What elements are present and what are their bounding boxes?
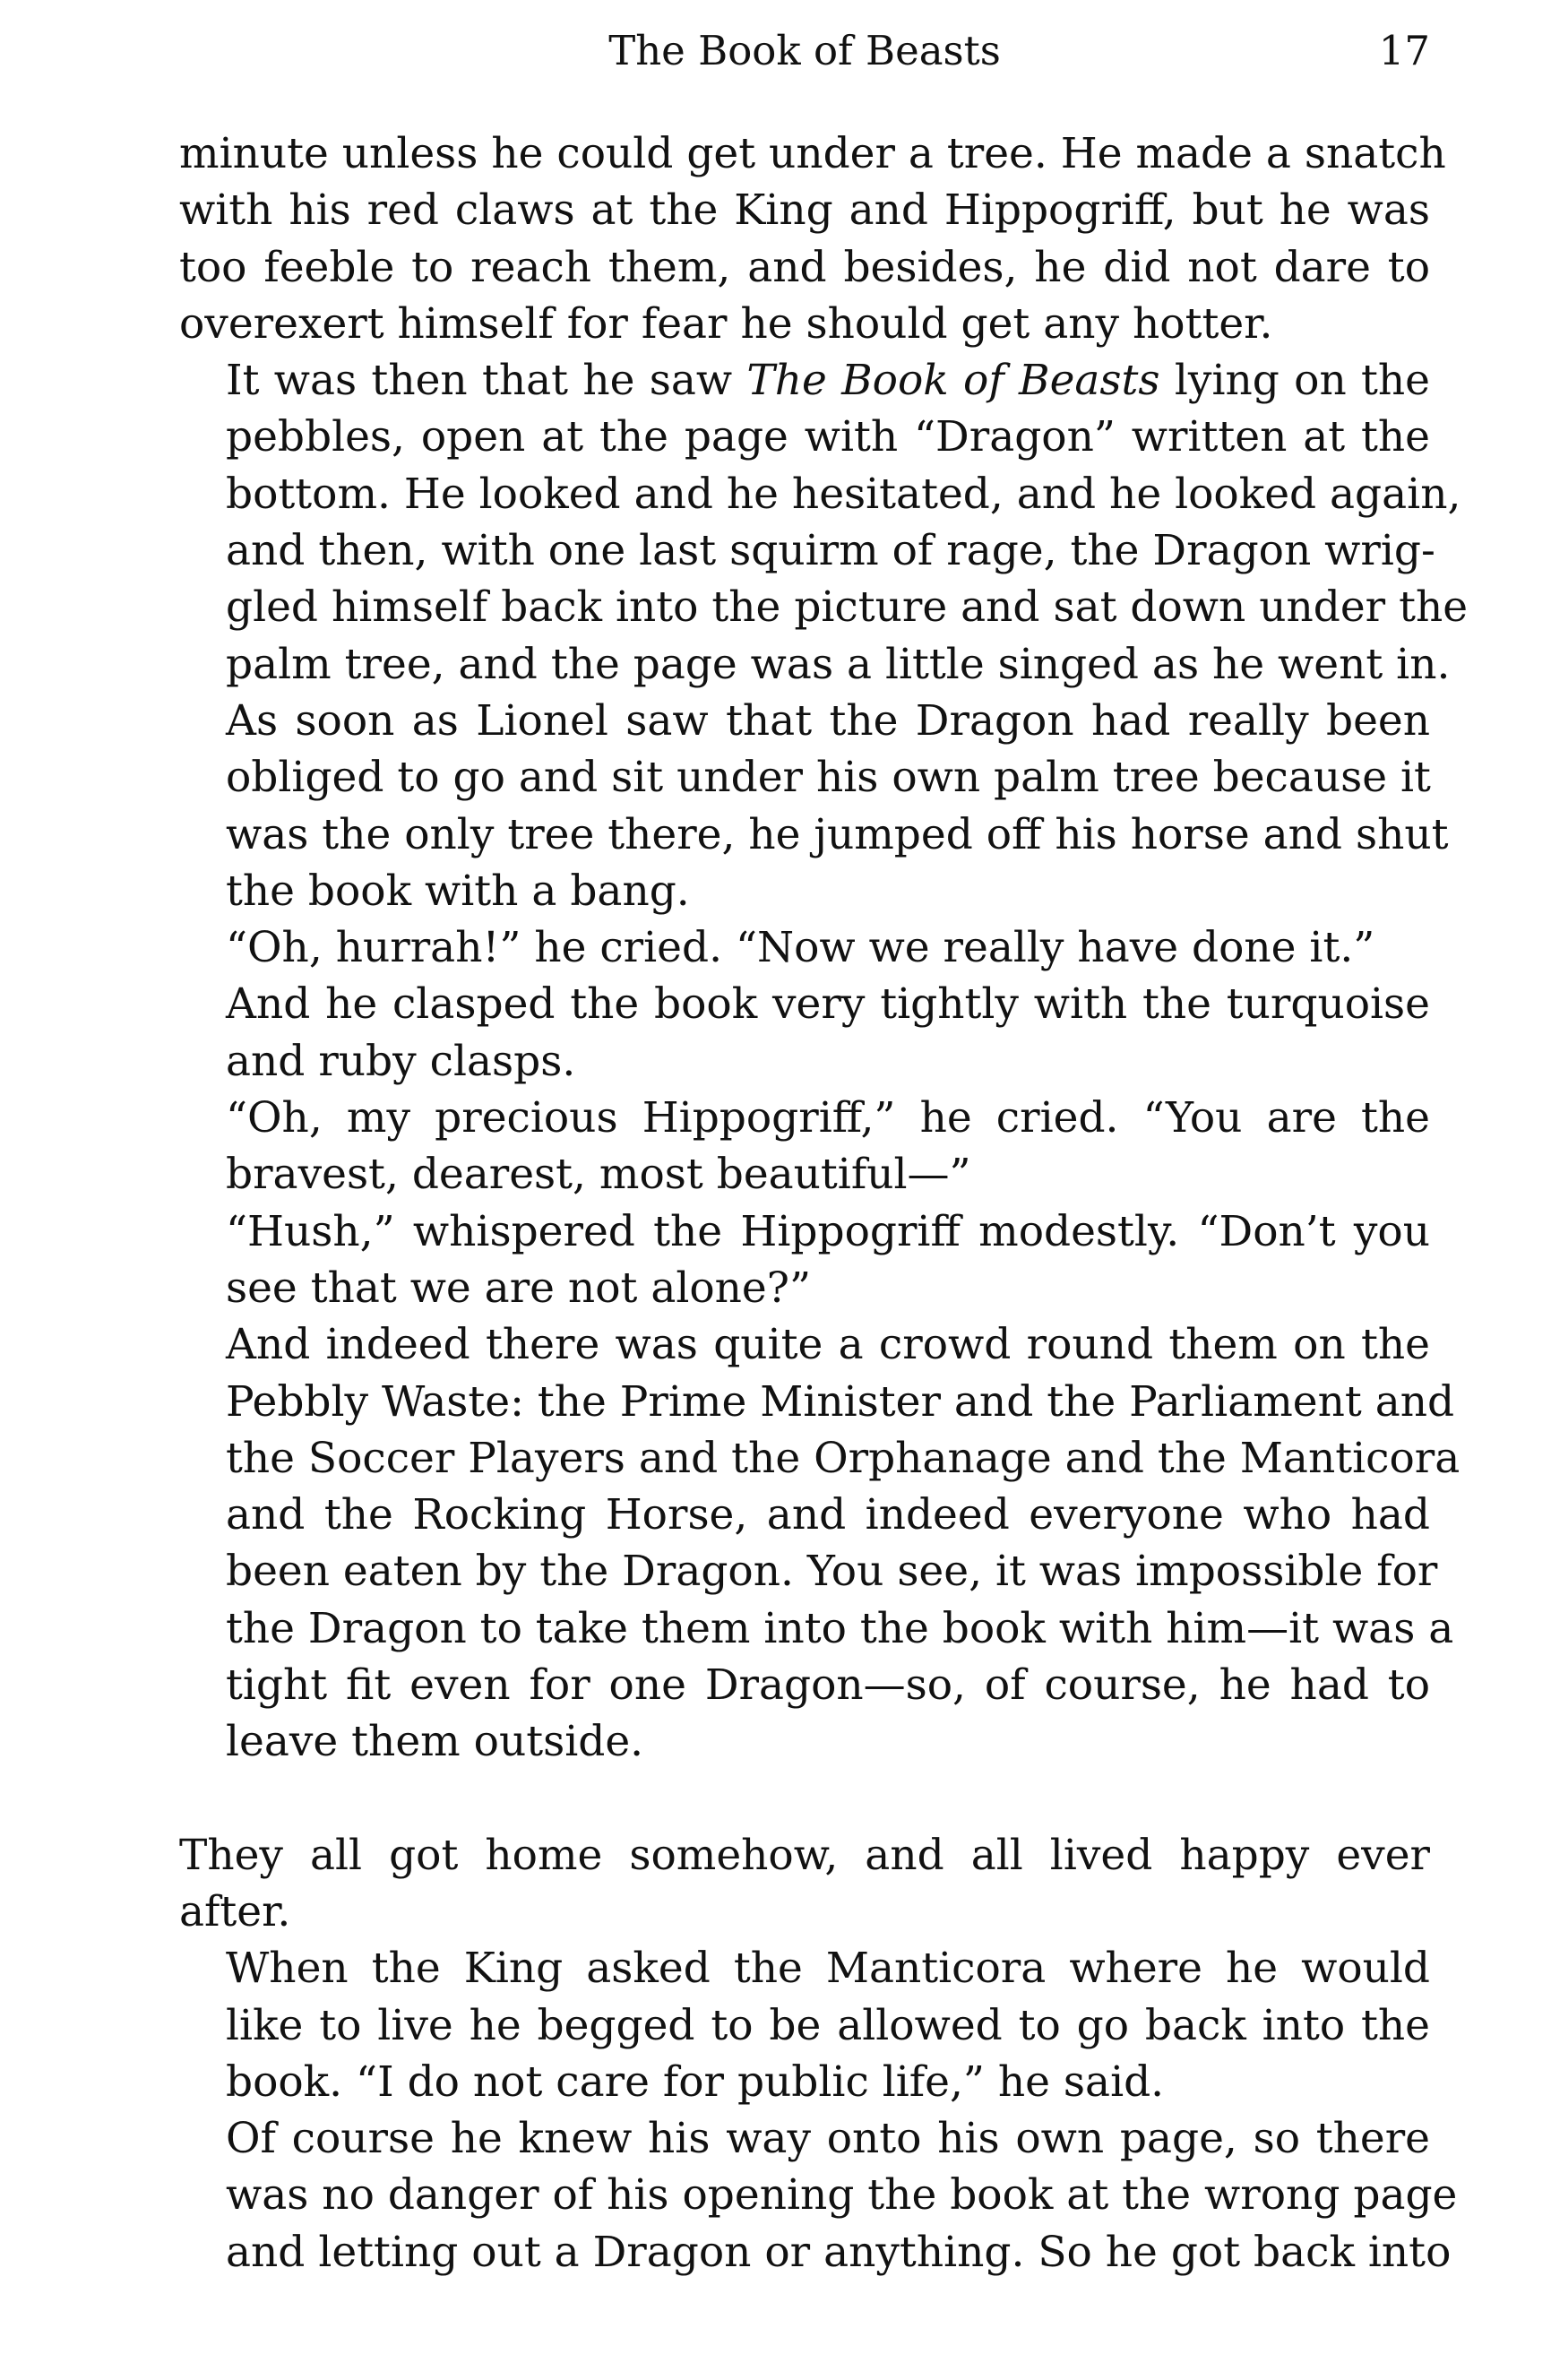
text-line: As soon as Lionel saw that the Dragon had really been xyxy=(226,695,1430,746)
text-line: “Hush,” whispered the Hippogriff modestly. “Don’t you xyxy=(226,1206,1430,1256)
page-number: 17 xyxy=(1378,27,1430,74)
text-line: “Oh, my precious Hippogriff,” he cried. “You are the xyxy=(226,1093,1430,1143)
text-line: When the King asked the Manticora where he would xyxy=(226,1944,1430,1994)
paragraph xyxy=(179,919,1430,976)
text-line: too feeble to reach them, and besides, he did not dare to xyxy=(179,242,1430,292)
paragraph xyxy=(179,1203,1430,1317)
paragraph xyxy=(179,125,1446,352)
paragraph xyxy=(179,1316,1461,1770)
text-line: gled himself back into the picture and sat down under the xyxy=(226,582,1469,633)
text-line: And he clasped the book very tightly with the turquoise xyxy=(226,979,1430,1030)
text-line: and the Rocking Horse, and indeed everyone who had xyxy=(226,1490,1430,1540)
running-title: The Book of Beasts xyxy=(608,27,1001,74)
text-line: the Soccer Players and the Orphanage and the Manticora xyxy=(226,1433,1461,1483)
text-line: And indeed there was quite a crowd round them on the xyxy=(226,1320,1430,1370)
text-line: pebbles, open at the page with “Dragon” written at the xyxy=(226,412,1430,462)
body-text xyxy=(179,125,1469,2281)
text-line: Of course he knew his way onto his own page, so there xyxy=(226,2114,1430,2164)
text-line: and letting out a Dragon or anything. So he got back into xyxy=(226,2227,1452,2277)
book-title-italic: The Book of Beasts xyxy=(746,356,1160,406)
text-line: like to live he begged to be allowed to go back into the xyxy=(226,2000,1430,2050)
text-line: the book with a bang. xyxy=(226,866,690,916)
text-line: “Oh, hurrah!” he cried. “Now we really have done it.” xyxy=(226,923,1375,973)
text-line: the Dragon to take them into the book with him—it was a xyxy=(226,1603,1454,1653)
paragraph xyxy=(179,1827,1430,1941)
paragraph xyxy=(179,1090,1430,1203)
text-line: tight fit even for one Dragon—so, of course, he had to xyxy=(226,1660,1430,1711)
text-line: leave them outside. xyxy=(226,1717,644,1767)
running-head xyxy=(179,20,1430,82)
text-line: palm tree, and the page was a little singed as he went in. xyxy=(226,639,1451,689)
text-line: It was then that he saw The Book of Beasts lying on the xyxy=(226,356,1430,406)
text-line: and ruby clasps. xyxy=(226,1036,576,1086)
paragraph xyxy=(179,352,1469,693)
text-line: been eaten by the Dragon. You see, it was impossible for xyxy=(226,1547,1438,1597)
text-line: Pebbly Waste: the Prime Minister and the Parliament and xyxy=(226,1376,1455,1427)
text-line: and then, with one last squirm of rage, the Dragon wrig- xyxy=(226,526,1435,576)
text-line: book. “I do not care for public life,” he said. xyxy=(226,2057,1165,2107)
text-line: obliged to go and sit under his own palm tree because it xyxy=(226,753,1431,803)
text-line: overexert himself for fear he should get any hotter. xyxy=(179,298,1273,349)
text-line: with his red claws at the King and Hippogriff, but he was xyxy=(179,185,1430,236)
text-line: bravest, dearest, most beautiful—” xyxy=(226,1150,971,1200)
paragraph xyxy=(179,1940,1430,2110)
text-line: was the only tree there, he jumped off his horse and shut xyxy=(226,809,1449,859)
paragraph xyxy=(179,693,1449,919)
text-line: bottom. He looked and he hesitated, and he looked again, xyxy=(226,469,1461,519)
text-line: after. xyxy=(179,1886,291,1936)
text-line: see that we are not alone?” xyxy=(226,1263,811,1313)
text-line: minute unless he could get under a tree. He made a snatch xyxy=(179,129,1446,178)
text-line: was no danger of his opening the book at the wrong page xyxy=(226,2170,1458,2220)
paragraph xyxy=(179,2110,1458,2281)
paragraph xyxy=(179,976,1430,1090)
text-line: They all got home somehow, and all lived happy ever xyxy=(179,1830,1430,1880)
